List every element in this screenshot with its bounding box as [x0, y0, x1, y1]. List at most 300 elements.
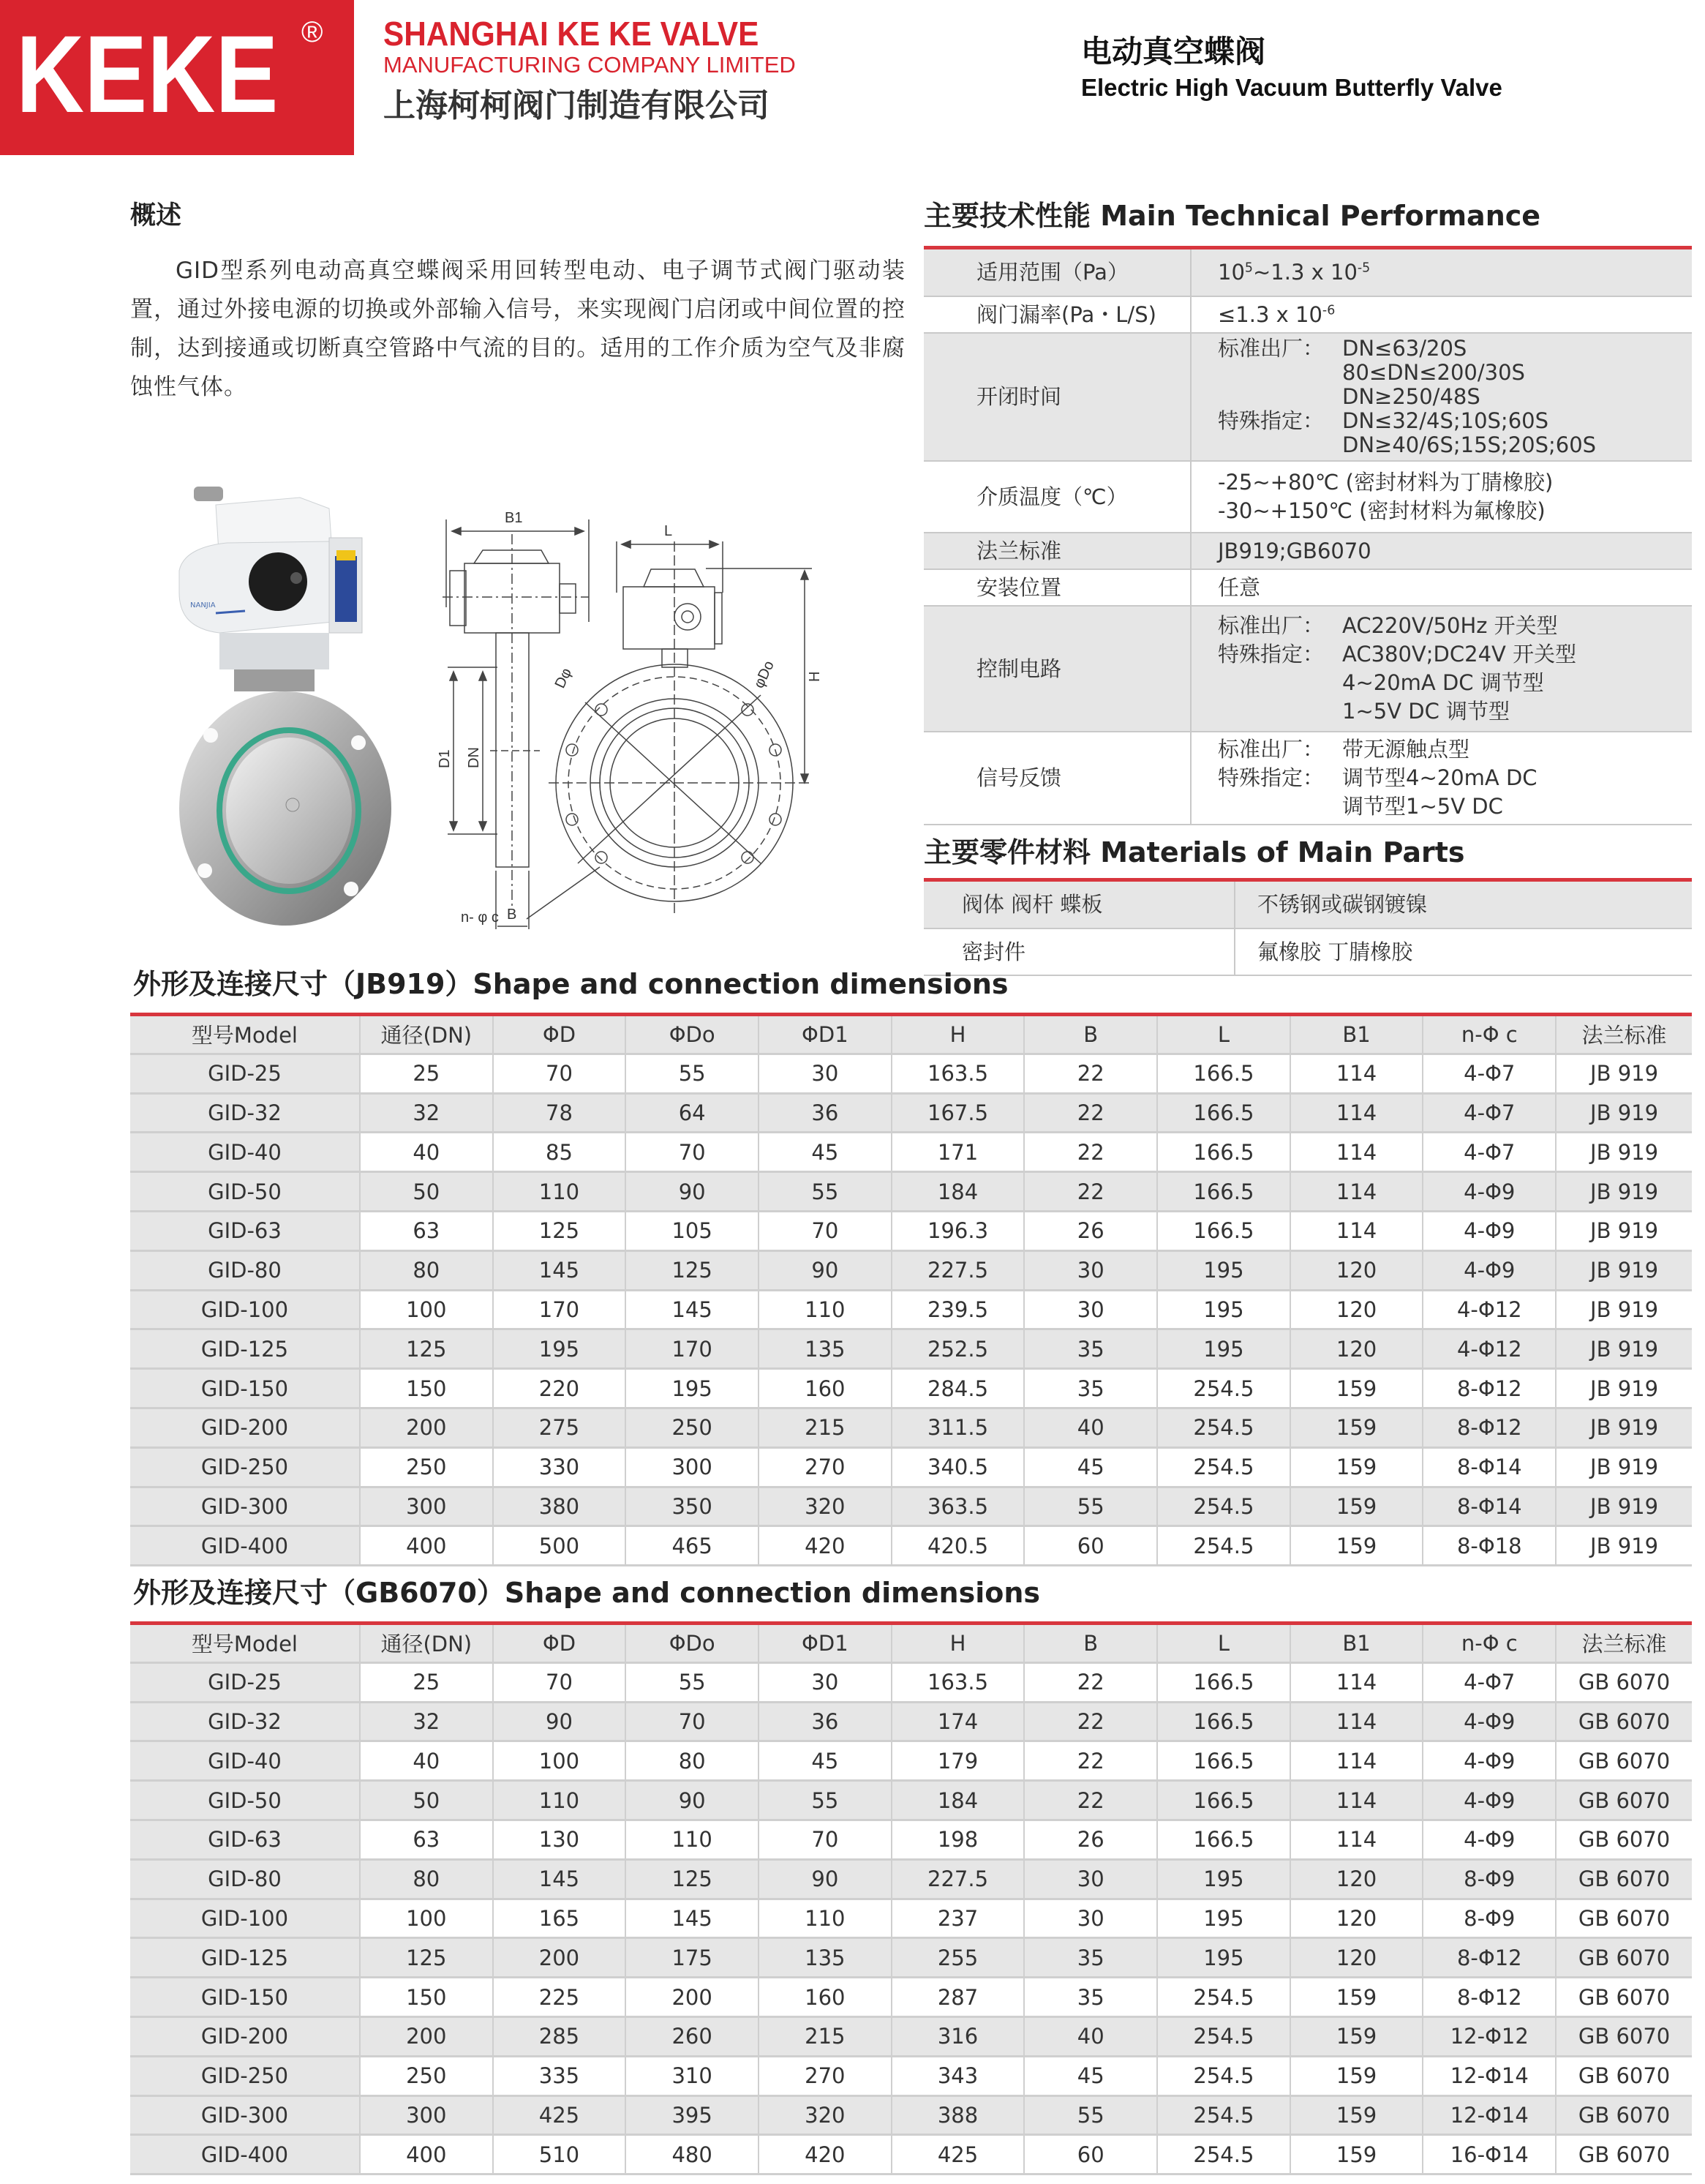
- tech-key: 法兰标准: [924, 533, 1191, 569]
- table-cell: 114: [1290, 1702, 1423, 1741]
- table-row: [130, 1133, 1692, 1172]
- table-cell: GB 6070: [1556, 1662, 1692, 1702]
- model-cell: GID-50: [130, 1781, 360, 1820]
- table-cell: 110: [493, 1781, 626, 1820]
- actuator-brand-label: NANJIA: [190, 601, 216, 609]
- table-cell: 400: [360, 2135, 493, 2174]
- table-cell: 195: [625, 1369, 759, 1408]
- table-cell: GB 6070: [1556, 2095, 1692, 2135]
- table-cell: 275: [493, 1408, 626, 1447]
- table-cell: 159: [1290, 1978, 1423, 2017]
- table-cell: JB 919: [1556, 1093, 1692, 1133]
- table-cell: 63: [360, 1820, 493, 1859]
- table-cell: 114: [1290, 1781, 1423, 1820]
- table-cell: 114: [1290, 1133, 1423, 1172]
- dimensions-gb6070-section: [130, 1575, 1692, 2175]
- table-cell: 363.5: [892, 1487, 1025, 1526]
- tech-row: [924, 296, 1692, 333]
- table-cell: 80: [360, 1250, 493, 1290]
- dim-label-n-phi-c: n- φ c: [461, 909, 499, 926]
- table-cell: 254.5: [1157, 1487, 1290, 1526]
- table-cell: 320: [759, 1487, 892, 1526]
- table-cell: 170: [625, 1329, 759, 1369]
- table-cell: 300: [360, 1487, 493, 1526]
- table-cell: 220: [493, 1369, 626, 1408]
- table-cell: GB 6070: [1556, 1859, 1692, 1899]
- company-name-en-line2: MANUFACTURING COMPANY LIMITED: [383, 52, 796, 78]
- table-row: [130, 1938, 1692, 1978]
- table-cell: JB 919: [1556, 1408, 1692, 1447]
- table-cell: 35: [1024, 1978, 1157, 2017]
- tech-value: JB919;GB6070: [1191, 533, 1692, 569]
- dimensions-jb919-section: [130, 966, 1692, 1566]
- table-cell: 255: [892, 1938, 1025, 1978]
- table-cell: 110: [625, 1820, 759, 1859]
- table-cell: 215: [759, 1408, 892, 1447]
- table-cell: 8-Φ12: [1423, 1938, 1556, 1978]
- table-cell: 22: [1024, 1741, 1157, 1781]
- table-cell: 4-Φ12: [1423, 1329, 1556, 1369]
- table-cell: 36: [759, 1093, 892, 1133]
- table-row: [130, 1820, 1692, 1859]
- registered-mark: ®: [301, 16, 323, 48]
- table-row: [130, 1978, 1692, 2017]
- table-cell: 250: [360, 2056, 493, 2095]
- table-cell: 36: [759, 1702, 892, 1741]
- table-cell: JB 919: [1556, 1133, 1692, 1172]
- table-row: [130, 1369, 1692, 1408]
- table-cell: 145: [625, 1899, 759, 1938]
- column-header: H: [892, 1624, 1025, 1663]
- dim-label-dn: DN: [466, 747, 482, 768]
- model-cell: GID-150: [130, 1369, 360, 1408]
- table-cell: 35: [1024, 1938, 1157, 1978]
- materials-row: [924, 882, 1692, 928]
- table-cell: 45: [759, 1133, 892, 1172]
- table-cell: 40: [360, 1741, 493, 1781]
- table-cell: 80: [360, 1859, 493, 1899]
- model-cell: GID-63: [130, 1211, 360, 1250]
- tech-value: 标准出厂： DN≤63/20S 80≤DN≤200/30S DN≥250/48S 特殊指定： DN≤32/4S;10S;60S DN≥40/6S;15S;20S;60S: [1191, 333, 1692, 461]
- table-cell: 35: [1024, 1329, 1157, 1369]
- model-cell: GID-300: [130, 2095, 360, 2135]
- table-cell: 200: [493, 1938, 626, 1978]
- column-header: ΦD: [493, 1015, 626, 1054]
- model-cell: GID-32: [130, 1702, 360, 1741]
- table-cell: 30: [759, 1054, 892, 1093]
- table-cell: 8-Φ12: [1423, 1408, 1556, 1447]
- table-cell: 110: [759, 1899, 892, 1938]
- model-cell: GID-25: [130, 1662, 360, 1702]
- table-cell: 135: [759, 1938, 892, 1978]
- table-cell: 4-Φ9: [1423, 1741, 1556, 1781]
- table-cell: GB 6070: [1556, 2135, 1692, 2174]
- table-cell: 170: [493, 1290, 626, 1329]
- model-cell: GID-63: [130, 1820, 360, 1859]
- table-cell: 30: [1024, 1859, 1157, 1899]
- table-cell: 200: [625, 1978, 759, 2017]
- table-cell: 30: [1024, 1250, 1157, 1290]
- dimensions-gb6070-heading: 外形及连接尺寸（GB6070）Shape and connection dimensions: [133, 1577, 1040, 1609]
- table-cell: 55: [1024, 2095, 1157, 2135]
- table-row: [130, 1741, 1692, 1781]
- table-cell: 480: [625, 2135, 759, 2174]
- table-cell: 254.5: [1157, 2095, 1290, 2135]
- table-cell: 30: [1024, 1290, 1157, 1329]
- table-cell: 311.5: [892, 1408, 1025, 1447]
- table-cell: GB 6070: [1556, 1899, 1692, 1938]
- table-cell: 70: [759, 1211, 892, 1250]
- table-cell: JB 919: [1556, 1487, 1692, 1526]
- table-cell: 45: [1024, 2056, 1157, 2095]
- front-view-drawing: [461, 523, 823, 926]
- table-row: [130, 1408, 1692, 1447]
- table-cell: 465: [625, 1526, 759, 1566]
- table-row: [130, 1329, 1692, 1369]
- product-title-cn: 电动真空蝶阀: [1081, 34, 1266, 70]
- table-cell: 114: [1290, 1820, 1423, 1859]
- table-cell: 8-Φ12: [1423, 1978, 1556, 2017]
- table-row: [130, 1054, 1692, 1093]
- table-cell: 4-Φ7: [1423, 1093, 1556, 1133]
- table-cell: 22: [1024, 1662, 1157, 1702]
- side-view-drawing: [437, 510, 589, 929]
- product-title-en: Electric High Vacuum Butterfly Valve: [1081, 74, 1502, 101]
- table-cell: 425: [493, 2095, 626, 2135]
- table-cell: 400: [360, 1526, 493, 1566]
- table-cell: 196.3: [892, 1211, 1025, 1250]
- table-cell: 225: [493, 1978, 626, 2017]
- table-cell: 25: [360, 1054, 493, 1093]
- table-row: [130, 1662, 1692, 1702]
- column-header: ΦDo: [625, 1624, 759, 1663]
- table-cell: 114: [1290, 1211, 1423, 1250]
- table-cell: 145: [493, 1859, 626, 1899]
- table-cell: 12-Φ14: [1423, 2095, 1556, 2135]
- tech-row: [924, 606, 1692, 732]
- table-row: [130, 2016, 1692, 2056]
- brand-logo-text: KEKE: [16, 12, 279, 135]
- model-cell: GID-300: [130, 1487, 360, 1526]
- table-row: [130, 1447, 1692, 1487]
- table-cell: 510: [493, 2135, 626, 2174]
- table-cell: 179: [892, 1741, 1025, 1781]
- table-cell: 22: [1024, 1781, 1157, 1820]
- table-cell: 135: [759, 1329, 892, 1369]
- table-cell: 145: [625, 1290, 759, 1329]
- table-cell: 125: [493, 1211, 626, 1250]
- table-cell: 166.5: [1157, 1781, 1290, 1820]
- table-cell: 198: [892, 1820, 1025, 1859]
- table-row: [130, 2056, 1692, 2095]
- dimensions-gb6070-table: [130, 1621, 1692, 2175]
- table-cell: 165: [493, 1899, 626, 1938]
- table-cell: 4-Φ9: [1423, 1211, 1556, 1250]
- table-cell: 90: [759, 1859, 892, 1899]
- table-cell: 120: [1290, 1899, 1423, 1938]
- table-cell: 150: [360, 1369, 493, 1408]
- table-cell: 114: [1290, 1662, 1423, 1702]
- table-cell: 26: [1024, 1820, 1157, 1859]
- model-cell: GID-25: [130, 1054, 360, 1093]
- table-cell: 270: [759, 1447, 892, 1487]
- table-cell: 425: [892, 2135, 1025, 2174]
- table-cell: 159: [1290, 1369, 1423, 1408]
- tech-row: [924, 333, 1692, 461]
- table-cell: GB 6070: [1556, 2056, 1692, 2095]
- tech-key: 开闭时间: [924, 333, 1191, 461]
- table-cell: 254.5: [1157, 1978, 1290, 2017]
- table-cell: JB 919: [1556, 1054, 1692, 1093]
- table-cell: 254.5: [1157, 1526, 1290, 1566]
- table-cell: 254.5: [1157, 2016, 1290, 2056]
- table-cell: 316: [892, 2016, 1025, 2056]
- product-photo: [176, 483, 424, 929]
- table-cell: 40: [1024, 2016, 1157, 2056]
- table-cell: 55: [759, 1781, 892, 1820]
- tech-value: ≤1.3 x $10^{-6}$: [1191, 296, 1692, 333]
- table-cell: 254.5: [1157, 2056, 1290, 2095]
- table-cell: 4-Φ7: [1423, 1054, 1556, 1093]
- table-row: [130, 1172, 1692, 1212]
- table-cell: 100: [360, 1290, 493, 1329]
- table-cell: 35: [1024, 1369, 1157, 1408]
- table-cell: 159: [1290, 1447, 1423, 1487]
- model-cell: GID-150: [130, 1978, 360, 2017]
- table-cell: 254.5: [1157, 2135, 1290, 2174]
- table-cell: 350: [625, 1487, 759, 1526]
- tech-value: 任意: [1191, 569, 1692, 606]
- column-header: ΦDo: [625, 1015, 759, 1054]
- table-cell: 55: [625, 1054, 759, 1093]
- table-cell: 227.5: [892, 1250, 1025, 1290]
- materials-material: 不锈钢或碳钢镀镍: [1235, 882, 1692, 928]
- table-cell: 22: [1024, 1093, 1157, 1133]
- table-cell: 22: [1024, 1133, 1157, 1172]
- table-cell: 300: [360, 2095, 493, 2135]
- table-cell: 4-Φ9: [1423, 1820, 1556, 1859]
- table-cell: 110: [493, 1172, 626, 1212]
- table-cell: 22: [1024, 1054, 1157, 1093]
- model-cell: GID-400: [130, 1526, 360, 1566]
- table-cell: 420.5: [892, 1526, 1025, 1566]
- table-cell: 163.5: [892, 1662, 1025, 1702]
- table-cell: GB 6070: [1556, 1781, 1692, 1820]
- table-cell: GB 6070: [1556, 2016, 1692, 2056]
- table-cell: 4-Φ9: [1423, 1172, 1556, 1212]
- table-cell: 159: [1290, 2016, 1423, 2056]
- column-header: 通径(DN): [360, 1624, 493, 1663]
- table-cell: 114: [1290, 1172, 1423, 1212]
- table-cell: 30: [759, 1662, 892, 1702]
- table-cell: 130: [493, 1820, 626, 1859]
- model-cell: GID-200: [130, 2016, 360, 2056]
- table-cell: 120: [1290, 1938, 1423, 1978]
- table-cell: 159: [1290, 2056, 1423, 2095]
- model-cell: GID-125: [130, 1938, 360, 1978]
- table-row: [130, 1859, 1692, 1899]
- model-cell: GID-80: [130, 1859, 360, 1899]
- table-cell: 22: [1024, 1702, 1157, 1741]
- model-cell: GID-100: [130, 1899, 360, 1938]
- table-cell: GB 6070: [1556, 1820, 1692, 1859]
- table-row: [130, 1487, 1692, 1526]
- table-cell: 195: [493, 1329, 626, 1369]
- table-cell: GB 6070: [1556, 1741, 1692, 1781]
- table-cell: 40: [360, 1133, 493, 1172]
- product-title-block: [1081, 32, 1502, 104]
- table-cell: 159: [1290, 2095, 1423, 2135]
- table-row: [130, 1093, 1692, 1133]
- tech-key: 信号反馈: [924, 732, 1191, 825]
- table-cell: 8-Φ12: [1423, 1369, 1556, 1408]
- table-row: [130, 1781, 1692, 1820]
- table-cell: 60: [1024, 2135, 1157, 2174]
- column-header: H: [892, 1015, 1025, 1054]
- tech-key: 控制电路: [924, 606, 1191, 732]
- table-cell: 195: [1157, 1899, 1290, 1938]
- table-cell: 12-Φ14: [1423, 2056, 1556, 2095]
- tech-heading: 主要技术性能 Main Technical Performance: [924, 200, 1541, 232]
- table-cell: 195: [1157, 1250, 1290, 1290]
- table-cell: 32: [360, 1093, 493, 1133]
- materials-table: [924, 882, 1692, 976]
- table-cell: 150: [360, 1978, 493, 2017]
- table-cell: 239.5: [892, 1290, 1025, 1329]
- table-cell: 395: [625, 2095, 759, 2135]
- column-header: 型号Model: [130, 1015, 360, 1054]
- table-cell: JB 919: [1556, 1369, 1692, 1408]
- table-cell: 4-Φ12: [1423, 1290, 1556, 1329]
- table-cell: 285: [493, 2016, 626, 2056]
- table-row: [130, 1526, 1692, 1566]
- table-cell: 184: [892, 1172, 1025, 1212]
- dim-label-d1: D1: [437, 749, 453, 768]
- overview-heading: 概述: [130, 201, 182, 230]
- table-cell: 166.5: [1157, 1211, 1290, 1250]
- tech-table: [924, 249, 1692, 825]
- column-header: 通径(DN): [360, 1015, 493, 1054]
- table-cell: 254.5: [1157, 1408, 1290, 1447]
- table-cell: GB 6070: [1556, 1938, 1692, 1978]
- table-cell: 55: [625, 1662, 759, 1702]
- table-cell: 200: [360, 1408, 493, 1447]
- table-cell: JB 919: [1556, 1329, 1692, 1369]
- materials-part: 密封件: [924, 928, 1235, 975]
- table-cell: 195: [1157, 1938, 1290, 1978]
- dim-label-phi-do: φDo: [750, 658, 778, 691]
- table-cell: 159: [1290, 1487, 1423, 1526]
- table-cell: 90: [625, 1781, 759, 1820]
- table-row: [130, 1250, 1692, 1290]
- table-cell: 70: [493, 1662, 626, 1702]
- table-cell: 145: [493, 1250, 626, 1290]
- table-cell: 114: [1290, 1054, 1423, 1093]
- table-cell: GB 6070: [1556, 1978, 1692, 2017]
- column-header: L: [1157, 1015, 1290, 1054]
- dim-label-h: H: [807, 671, 823, 682]
- table-cell: 105: [625, 1211, 759, 1250]
- table-cell: 388: [892, 2095, 1025, 2135]
- table-cell: 8-Φ14: [1423, 1487, 1556, 1526]
- table-cell: 110: [759, 1290, 892, 1329]
- table-cell: 160: [759, 1369, 892, 1408]
- table-cell: 22: [1024, 1172, 1157, 1212]
- table-cell: 195: [1157, 1290, 1290, 1329]
- table-cell: 310: [625, 2056, 759, 2095]
- table-cell: 320: [759, 2095, 892, 2135]
- table-cell: 55: [759, 1172, 892, 1212]
- table-cell: 125: [360, 1938, 493, 1978]
- overview-body: GID型系列电动高真空蝶阀采用回转型电动、电子调节式阀门驱动装置，通过外接电源的切换或外部输入信号，来实现阀门启闭或中间位置的控制，达到接通或切断真空管路中气流的目的。适用的工作介质为空气及非腐蚀性气体。: [130, 258, 906, 400]
- column-header: n-Φ c: [1423, 1015, 1556, 1054]
- table-cell: 55: [1024, 1487, 1157, 1526]
- company-name-cn: 上海柯柯阀门制造有限公司: [383, 87, 769, 124]
- table-cell: 114: [1290, 1741, 1423, 1781]
- table-cell: 166.5: [1157, 1662, 1290, 1702]
- table-cell: 70: [625, 1702, 759, 1741]
- table-cell: 330: [493, 1447, 626, 1487]
- technical-drawing: [432, 498, 914, 937]
- table-cell: 159: [1290, 1526, 1423, 1566]
- table-cell: 78: [493, 1093, 626, 1133]
- table-cell: 40: [1024, 1408, 1157, 1447]
- table-cell: 85: [493, 1133, 626, 1172]
- table-cell: GB 6070: [1556, 1702, 1692, 1741]
- column-header: ΦD1: [759, 1624, 892, 1663]
- model-cell: GID-250: [130, 1447, 360, 1487]
- table-cell: 166.5: [1157, 1741, 1290, 1781]
- table-cell: 195: [1157, 1859, 1290, 1899]
- table-cell: 60: [1024, 1526, 1157, 1566]
- table-cell: 254.5: [1157, 1369, 1290, 1408]
- table-cell: 4-Φ9: [1423, 1250, 1556, 1290]
- table-cell: 125: [360, 1329, 493, 1369]
- column-header: B: [1024, 1624, 1157, 1663]
- model-cell: GID-125: [130, 1329, 360, 1369]
- table-cell: 500: [493, 1526, 626, 1566]
- brand-logo-block: [0, 0, 354, 155]
- table-cell: 125: [625, 1250, 759, 1290]
- table-cell: 26: [1024, 1211, 1157, 1250]
- table-cell: 63: [360, 1211, 493, 1250]
- table-cell: 50: [360, 1781, 493, 1820]
- tech-key: 阀门漏率(Pa・L/S): [924, 296, 1191, 333]
- table-cell: JB 919: [1556, 1172, 1692, 1212]
- table-cell: 70: [625, 1133, 759, 1172]
- table-cell: 45: [759, 1741, 892, 1781]
- table-cell: 252.5: [892, 1329, 1025, 1369]
- table-cell: 167.5: [892, 1093, 1025, 1133]
- column-header: B: [1024, 1015, 1157, 1054]
- column-header: B1: [1290, 1015, 1423, 1054]
- table-cell: 166.5: [1157, 1820, 1290, 1859]
- table-cell: 8-Φ14: [1423, 1447, 1556, 1487]
- table-cell: 100: [360, 1899, 493, 1938]
- table-cell: 4-Φ9: [1423, 1781, 1556, 1820]
- column-header: 法兰标准: [1556, 1624, 1692, 1663]
- materials-material: 氟橡胶 丁腈橡胶: [1235, 928, 1692, 975]
- model-cell: GID-32: [130, 1093, 360, 1133]
- table-cell: 166.5: [1157, 1133, 1290, 1172]
- materials-part: 阀体 阀杆 蝶板: [924, 882, 1235, 928]
- materials-heading: 主要零件材料 Materials of Main Parts: [924, 836, 1465, 868]
- company-name-block: [383, 16, 796, 130]
- table-cell: 237: [892, 1899, 1025, 1938]
- table-cell: 335: [493, 2056, 626, 2095]
- table-cell: 166.5: [1157, 1093, 1290, 1133]
- table-cell: 50: [360, 1172, 493, 1212]
